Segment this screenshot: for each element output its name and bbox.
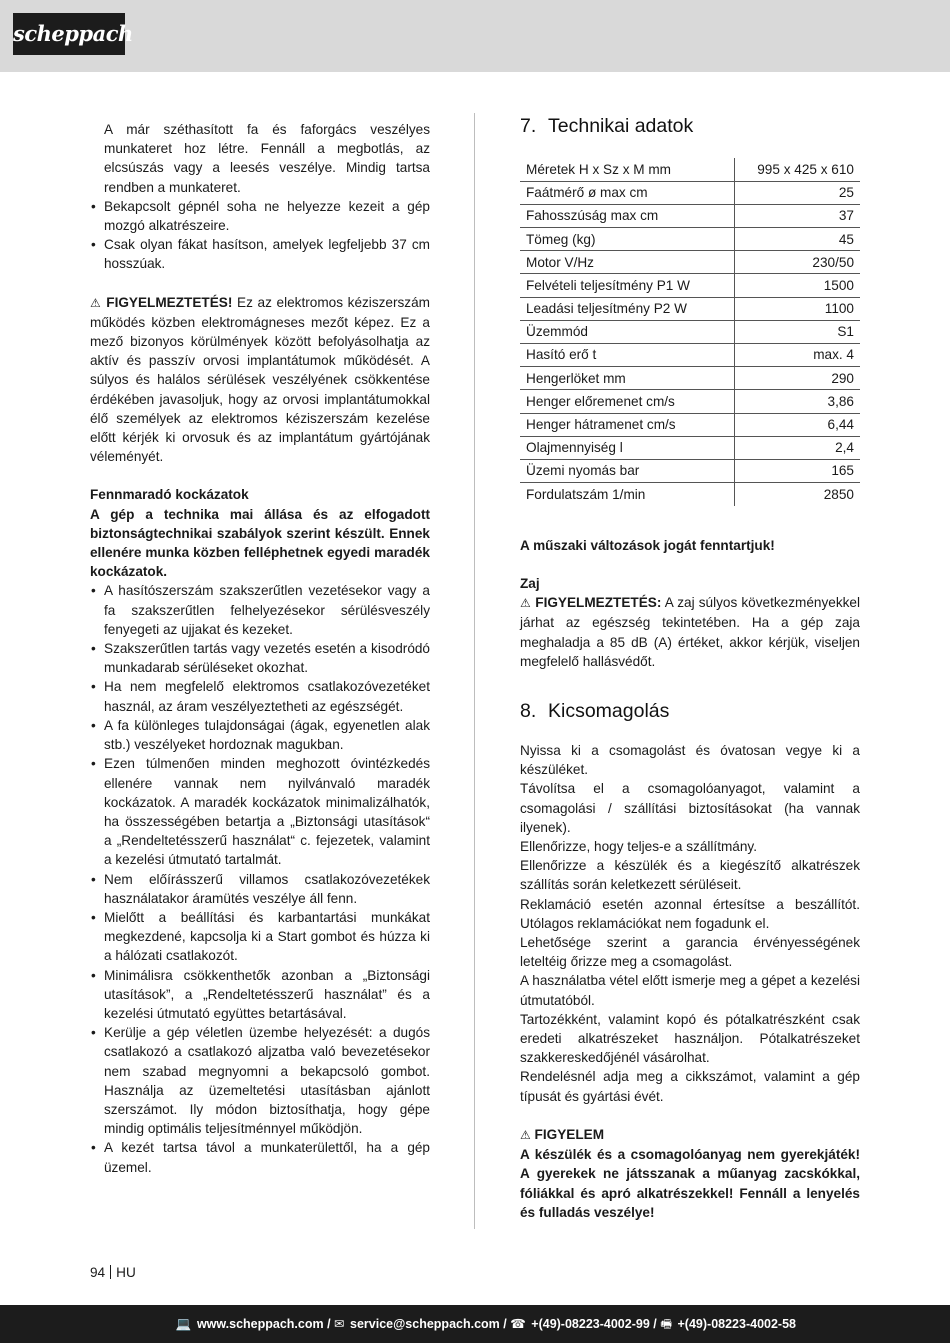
- page-number: [90, 1265, 136, 1280]
- spec-value: 6,44: [734, 413, 860, 436]
- spec-value: 2,4: [734, 436, 860, 459]
- noise-heading: Zaj: [520, 576, 540, 592]
- phone-icon: ☎: [510, 1316, 526, 1331]
- table-row: [520, 367, 860, 390]
- table-row: [520, 228, 860, 251]
- warning-triangle-icon: ⚠: [90, 295, 102, 310]
- list-item: • A fa különleges tulajdonságai (ágak, egyenetlen alak stb.) veszélyeket hordoznak magukban.: [90, 716, 430, 754]
- footer-web[interactable]: www.scheppach.com /: [196, 1317, 331, 1331]
- spec-value: 37: [734, 204, 860, 227]
- table-row: [520, 181, 860, 204]
- attention-heading: [520, 1125, 860, 1145]
- page-language: HU: [116, 1265, 136, 1280]
- table-row: [520, 297, 860, 320]
- spec-value: 995 x 425 x 610: [734, 158, 860, 181]
- section-title: Technikai adatok: [548, 115, 694, 137]
- spec-label: Faátmérő ø max cm: [520, 181, 734, 204]
- noise-warning-text: A zaj súlyos következményekkel járhat az egészség tekintetében. Ha a gép zaja meghaladja a 85 dB (A) értéket, akkor kérjük, viseljen megfelelő hallásvédőt.: [520, 595, 861, 669]
- brand-logo-text: scheppach: [13, 21, 133, 46]
- spec-value: 1500: [734, 274, 860, 297]
- spec-table: [520, 158, 860, 506]
- tech-changes-note: A műszaki változások jogát fenntartjuk!: [520, 537, 775, 553]
- page-footer: [0, 1305, 950, 1343]
- unpack-paragraph: Távolítsa el a csomagolóanyagot, valamint a csomagolási / szállítási biztosításokat (ha vannak ilyenek).: [520, 781, 860, 835]
- list-item: • A hasítószerszám szakszerűtlen vezetésekor vagy a fa szakszerűtlen felhelyezésekor sérülésveszély fenyegeti az ujjakat és kezeket.: [90, 581, 430, 639]
- list-item: • Kerülje a gép véletlen üzembe helyezését: a dugós csatlakozó a csatlakozó aljzatba való bevezetésekor nem szabad megnyomni a bekapcsoló gombot. Használja az üzemeltetési utasításban ajánlott szerszámot. Ily módon biztosíthatja, hogy gépe mindig optimális teljesítménnyel működjön.: [90, 1023, 430, 1138]
- spec-value: 2850: [823, 486, 854, 502]
- unpack-paragraph: Ellenőrizze a készülék és a kiegészítő alkatrészek szállítás során keletkezett sérüléseit.: [520, 858, 860, 893]
- spec-value: 165: [734, 459, 860, 482]
- list-item: • Ha nem megfelelő elektromos csatlakozóvezetéket használ, az áram veszélyeztetheti az egészségét.: [90, 677, 430, 715]
- spec-value: max. 4: [734, 344, 860, 367]
- residual-risks-intro: A gép a technika mai állása és az elfogadott biztonságtechnikai szabályok szerint készült. Ennek ellenére munka közben felléphetnek egyedi maradék kockázatok.: [90, 506, 430, 580]
- spec-value: 3,86: [734, 390, 860, 413]
- list-item: • Mielőtt a beállítási és karbantartási munkákat megkezdené, kapcsolja ki a Start gombot és húzza ki a hálózati csatlakozót.: [90, 908, 430, 966]
- footer-email[interactable]: service@scheppach.com /: [350, 1317, 507, 1331]
- laptop-icon: 💻: [175, 1316, 192, 1331]
- table-row: [520, 274, 860, 297]
- page-number-value: 94: [90, 1265, 106, 1280]
- spec-label: Üzemmód: [520, 320, 734, 343]
- footer-fax: +(49)-08223-4002-58: [677, 1317, 796, 1331]
- spec-label: Fordulatszám 1/min: [520, 483, 734, 506]
- list-item: • A kezét tartsa távol a munkaterülettől, ha a gép üzemel.: [90, 1138, 430, 1176]
- page-header: [0, 0, 950, 72]
- table-row: [520, 483, 860, 506]
- spec-label: Üzemi nyomás bar: [520, 459, 734, 482]
- unpack-paragraph: Ellenőrizze, hogy teljes-e a szállítmány.: [520, 839, 757, 855]
- section-number: 8.: [520, 700, 537, 723]
- attention-label: FIGYELEM: [534, 1126, 605, 1142]
- brand-logo: [13, 13, 133, 55]
- spec-label: Hasító erő t: [520, 344, 734, 367]
- spec-label: Leadási teljesítmény P2 W: [520, 297, 734, 320]
- unpack-paragraph: Rendelésnél adja meg a cikkszámot, valamint a gép típusát és gyártási évét.: [520, 1069, 860, 1104]
- unpack-paragraph: Tartozékként, valamint kopó és pótalkatrészként csak eredeti alkatrészeket használjon. Pótalkatrészeket szakkereskedőjénél vásárolhat.: [520, 1011, 860, 1066]
- table-row: [520, 459, 860, 482]
- list-item: • Csak olyan fákat hasítson, amelyek legfeljebb 37 cm hosszúak.: [90, 235, 430, 273]
- column-divider: [474, 113, 475, 1229]
- warning-label: FIGYELMEZTETÉS!: [106, 294, 233, 310]
- table-row: [520, 158, 860, 181]
- table-row: [520, 413, 860, 436]
- warning-triangle-icon: ⚠: [520, 1127, 531, 1142]
- table-row: [520, 344, 860, 367]
- attention-text: A készülék és a csomagolóanyag nem gyerekjáték! A gyerekek ne játsszanak a műanyag zacskókkal, fóliákkal és apró alkatrészekkel! Fennáll a lenyelés és fulladás veszélye!: [520, 1147, 860, 1220]
- spec-label: Hengerlöket mm: [520, 367, 734, 390]
- fax-icon: 🖷: [660, 1316, 673, 1331]
- section-heading-tech: [520, 112, 860, 140]
- unpack-paragraph: Nyissa ki a csomagolást és óvatosan vegye ki a készüléket.: [520, 743, 860, 778]
- spec-value: S1: [734, 320, 860, 343]
- unpack-paragraph: Lehetősége szerint a garancia érvényességének leteltéig őrizze meg a csomagolást.: [520, 935, 860, 970]
- spec-label: Fahosszúság max cm: [520, 204, 734, 227]
- spec-value: 290: [734, 367, 860, 390]
- spec-label: Olajmennyiség l: [520, 436, 734, 459]
- section-heading-unpacking: [520, 697, 860, 725]
- noise-warning-label: FIGYELMEZTETÉS:: [535, 595, 662, 611]
- spec-label: Tömeg (kg): [520, 228, 734, 251]
- list-item: • Minimálisra csökkenthetők azonban a „Biztonsági utasítások”, a „Rendeltetésszerű használat” és a kezelési útmutató együttes betartásával.: [90, 966, 430, 1024]
- section-number: 7.: [520, 115, 537, 137]
- section-title: Kicsomagolás: [548, 700, 670, 723]
- spec-value: 230/50: [734, 251, 860, 274]
- emf-warning: [90, 293, 430, 467]
- list-item: • Bekapcsolt gépnél soha ne helyezze kezeit a gép mozgó alkatrészeire.: [90, 197, 430, 235]
- spec-value: 45: [734, 228, 860, 251]
- list-item: • Szakszerűtlen tartás vagy vezetés esetén a kisodródó munkadarab sérüléseket okozhat.: [90, 639, 430, 677]
- table-row: [520, 251, 860, 274]
- intro-paragraph: A már széthasított fa és faforgács veszélyes munkateret hoz létre. Fennáll a megbotlás, az elcsúszás vagy a leesés veszélye. Mindig tartsa rendben a munkateret.: [104, 122, 430, 195]
- list-item: • Nem előírásszerű villamos csatlakozóvezetékek használatakor áramütés veszélye áll fenn.: [90, 870, 430, 908]
- spec-label: Henger hátramenet cm/s: [520, 413, 734, 436]
- noise-warning: [520, 593, 860, 671]
- table-row: [520, 436, 860, 459]
- spec-value: 25: [734, 181, 860, 204]
- unpack-paragraph: Reklamáció esetén azonnal értesítse a beszállítót. Utólagos reklamációkat nem fogadunk el.: [520, 896, 860, 931]
- footer-phone: +(49)-08223-4002-99 /: [531, 1317, 657, 1331]
- spec-label: Henger előremenet cm/s: [520, 390, 734, 413]
- residual-risks-heading: Fennmaradó kockázatok: [90, 487, 249, 503]
- envelope-icon: ✉: [334, 1316, 345, 1331]
- table-row: [520, 390, 860, 413]
- list-item: • Ezen túlmenően minden meghozott óvintézkedés ellenére vannak nem nyilvánvaló maradék kockázatok. A maradék kockázatok minimalizálhatók, ha összességében betartja a „Biztonsági utasítások“ a „Rendeltetésszerű használat“ c. fejezetek, valamint a kezelési útmutató tartalmát.: [90, 754, 430, 869]
- left-column: [90, 120, 430, 1177]
- right-column: [520, 112, 860, 1222]
- unpack-paragraph: A használatba vétel előtt ismerje meg a gépet a kezelési útmutatóból.: [520, 973, 860, 1008]
- warning-text: Ez az elektromos kéziszerszám működés közben elektromágneses mezőt képez. Ez a mező bizonyos körülmények között befolyásolhatja az aktív és passzív orvosi implantátumok működését. A súlyos és halálos sérülések veszélyének csökkentése érdékében javasoljuk, hogy az orvosi implantátumokkal élő személyek az elektromos kéziszerszám kezelése előtt kérjék ki orvosuk és az implantátum gyártójának véleményét.: [90, 294, 430, 465]
- table-row: [520, 204, 860, 227]
- top-bullet-list: [90, 197, 430, 274]
- warning-triangle-icon: ⚠: [520, 596, 532, 611]
- spec-label: Felvételi teljesítmény P1 W: [520, 274, 734, 297]
- spec-value: 1100: [734, 297, 860, 320]
- spec-label: Motor V/Hz: [520, 251, 734, 274]
- spec-label: Méretek H x Sz x M mm: [520, 158, 734, 181]
- table-row: [520, 320, 860, 343]
- page-number-separator: [110, 1265, 111, 1279]
- residual-risks-list: [90, 581, 430, 1176]
